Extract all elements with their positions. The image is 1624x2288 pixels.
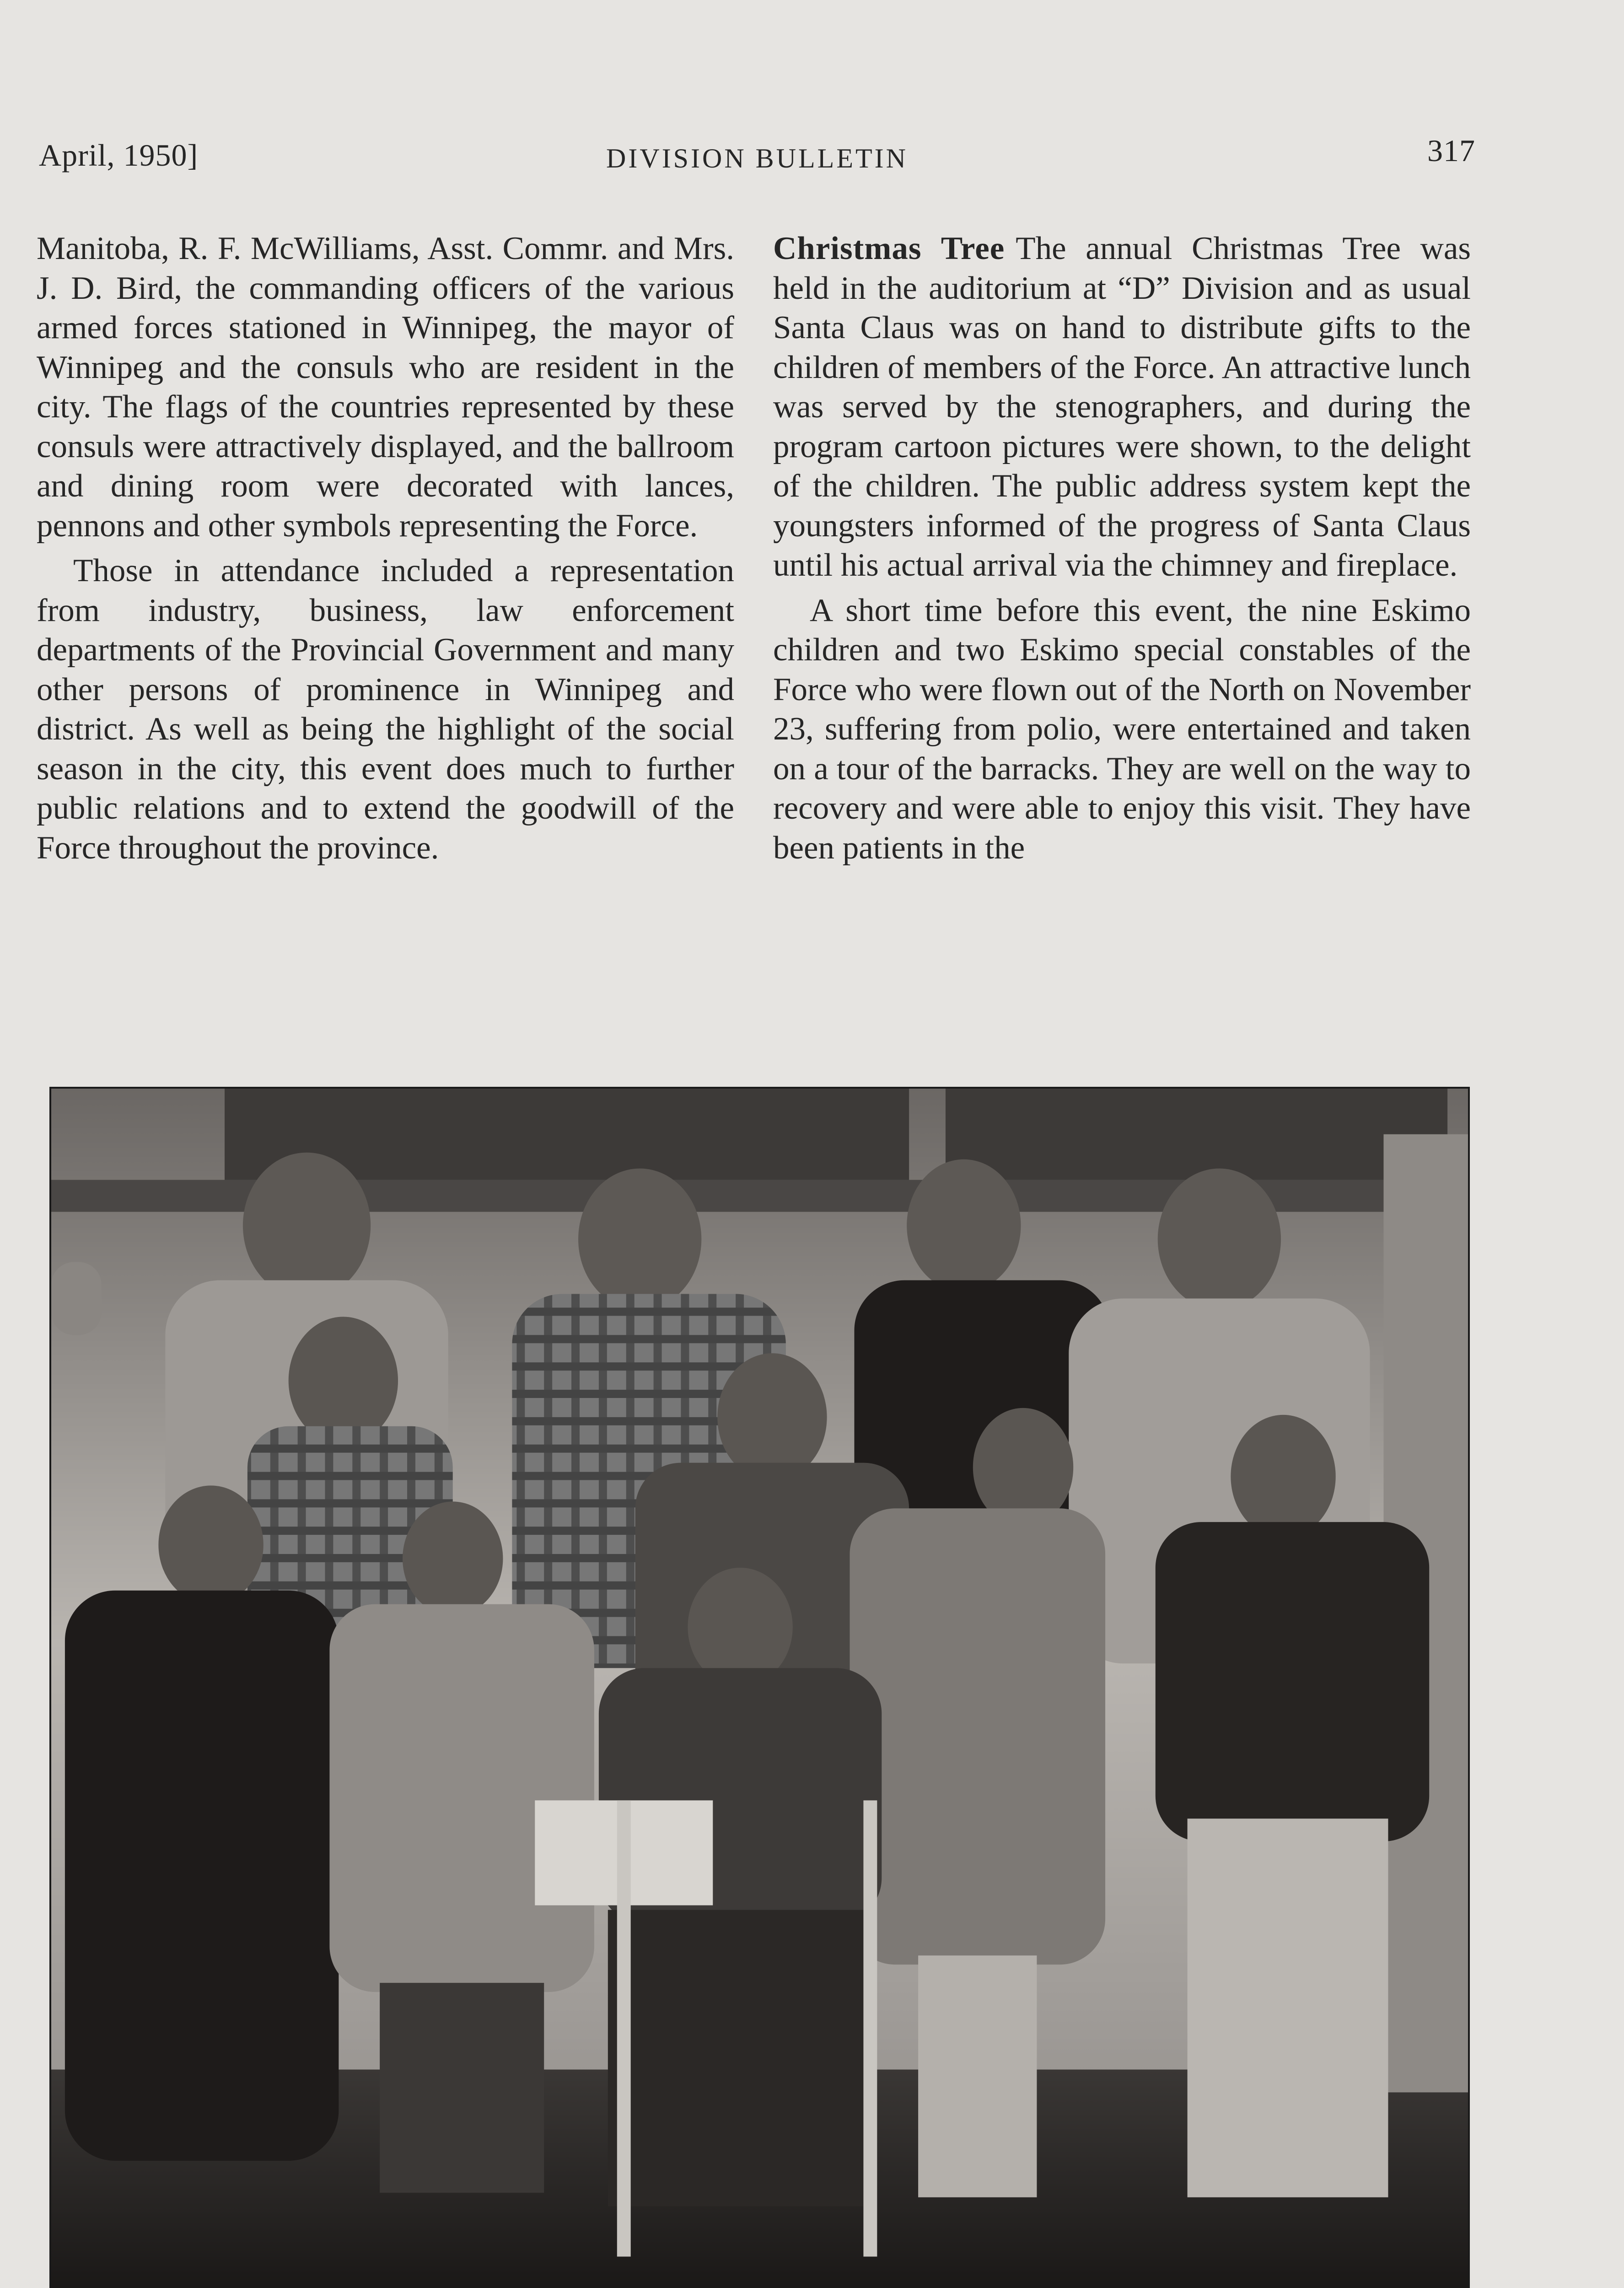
header-date: April, 1950] [39, 138, 199, 173]
right-column [773, 229, 1471, 868]
left-paragraph-1: Manitoba, R. F. McWilliams, Asst. Commr. and Mrs. J. D. Bird, the commanding officers of the various armed forces stationed in Winnipeg, the mayor of Winnipeg and the consuls who are resident in the city. The flags of the countries represented by these consuls were attractively displayed, and the ballroom and dining room were decorated with lances, pennons and other symbols representing the Force. [37, 231, 734, 544]
header-publication: DIVISION BULLETIN [606, 143, 908, 173]
page-number: 317 [1427, 133, 1475, 168]
left-paragraph-2: Those in attendance included a representation from industry, business, law enforcement departments of the Provincial Government and many other persons of prominence in Winnipeg and district. As well as being the highlight of the social season in the city, this event does much to further public relations and to extend the goodwill of the Force throughout the province. [37, 553, 734, 866]
running-header [39, 133, 1475, 183]
right-paragraph-1 [773, 229, 1471, 585]
photograph-image [51, 1089, 1468, 2288]
right-paragraph-1-text: The annual Christmas Tree was held in the auditorium at “D” Division and as usual Santa Claus was on hand to distribute gifts to the children of members of the Force. An attractive lunch was served by the stenographers, and during the program cartoon pictures were shown, to the delight of the children. The public address system kept the youngsters informed of the progress of Santa Claus until his actual arrival via the chimney and fireplace. [773, 231, 1471, 583]
group-photograph [49, 1087, 1470, 2288]
section-heading-christmas-tree: Christmas Tree [773, 231, 1005, 266]
left-column [37, 229, 734, 868]
right-paragraph-2: A short time before this event, the nine Eskimo children and two Eskimo special constables of the Force who were flown out of the North on November 23, suffering from polio, were entertained and taken on a tour of the barracks. They are well on the way to recovery and were able to enjoy this visit. They have been patients in the [773, 592, 1471, 866]
